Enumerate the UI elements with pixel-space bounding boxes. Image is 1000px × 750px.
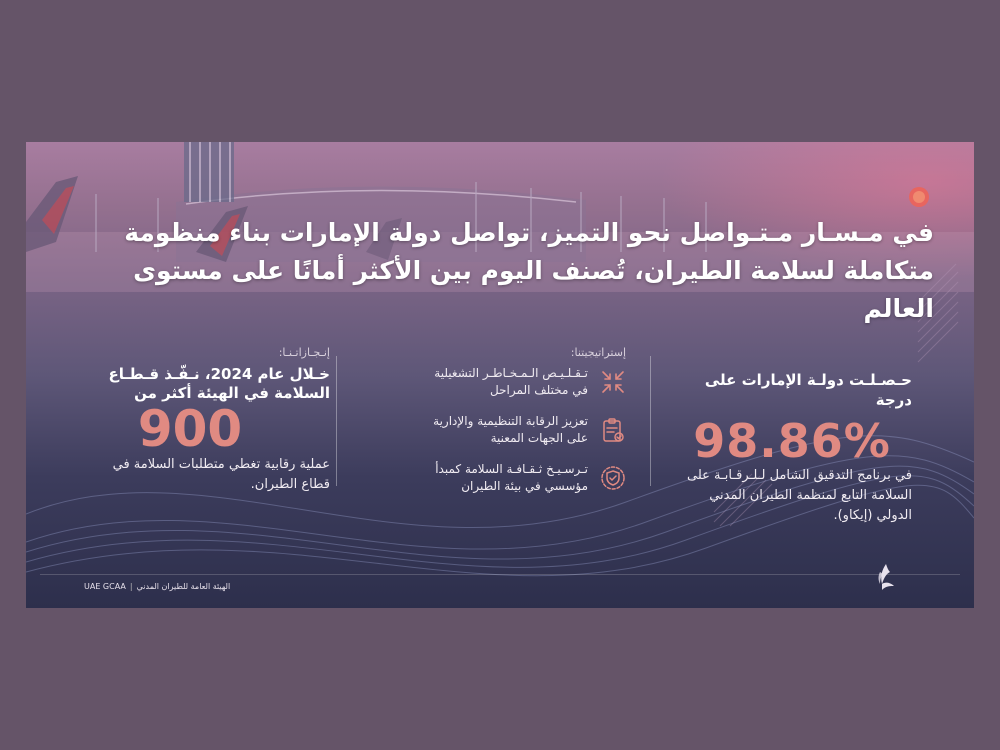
rating-section xyxy=(672,370,912,526)
footer-brand-name: UAE GCAA xyxy=(84,582,126,591)
strategy-section xyxy=(356,346,626,509)
arrows-inward-icon xyxy=(600,369,626,395)
column-divider xyxy=(336,356,337,486)
sun-glow-graphic xyxy=(908,186,930,208)
headline xyxy=(54,214,934,328)
strategy-item-1-line-2: في مختلف المراحل xyxy=(490,383,588,397)
strategy-item-2-line-2: على الجهات المعنية xyxy=(490,431,588,445)
achievements-heading: إنـجـازاتـنـا: xyxy=(278,346,330,359)
headline-line-3: العالم xyxy=(863,294,934,323)
strategy-item-2-line-1: تعزيز الرقابة التنظيمية والإدارية xyxy=(433,414,588,428)
headline-line-1: في مـسـار مـتـواصل نحو التميز، تواصل دولة الإمارات بناء منظومة xyxy=(124,218,934,247)
falcon-logo-icon xyxy=(874,562,898,592)
footer-authority-name: الهيئة العامة للطيران المدني xyxy=(136,582,231,591)
rating-description: في برنامج التدقيق الشامل لـلـرقـابـة على السلامة التابع لمنظمة الطيران المدني الدولي (إيكاو). xyxy=(686,468,912,523)
achievements-title: خـلال عام 2024، نـفّـذ قـطـاع السلامة في الهيئة أكثر من xyxy=(108,365,330,402)
achievements-value: 900 xyxy=(137,400,243,458)
headline-line-2: متكاملة لسلامة الطيران، تُصنف اليوم بين الأكثر أمانًا على مستوى xyxy=(133,256,934,285)
rating-title: حـصـلـت دولـة الإمارات على درجة xyxy=(704,371,912,409)
strategy-heading: إستراتيجيتنا: xyxy=(570,346,626,359)
footer-separator: | xyxy=(129,582,133,591)
column-divider xyxy=(650,356,651,486)
infographic-card xyxy=(26,142,974,608)
shield-badge-icon xyxy=(600,465,626,491)
strategy-item xyxy=(356,413,626,447)
strategy-item-1-line-1: تـقـلـيـص الـمـخـاطـر التشغيلية xyxy=(434,366,588,380)
footer-brand xyxy=(84,582,230,591)
rating-value: 98.86% xyxy=(693,414,891,468)
strategy-item xyxy=(356,461,626,495)
strategy-item-3-line-2: مؤسسي في بيئة الطيران xyxy=(461,479,588,493)
achievements-description: عملية رقابية تغطي متطلبات السلامة في قطاع الطيران. xyxy=(112,457,330,492)
control-tower-graphic xyxy=(184,142,234,202)
clipboard-check-icon xyxy=(600,417,626,443)
footer-divider xyxy=(40,574,960,575)
strategy-item-3-line-1: تـرسـيـخ ثـقـافـة السلامة كمبدأ xyxy=(435,462,588,476)
strategy-item xyxy=(356,365,626,399)
achievements-section xyxy=(90,346,330,495)
